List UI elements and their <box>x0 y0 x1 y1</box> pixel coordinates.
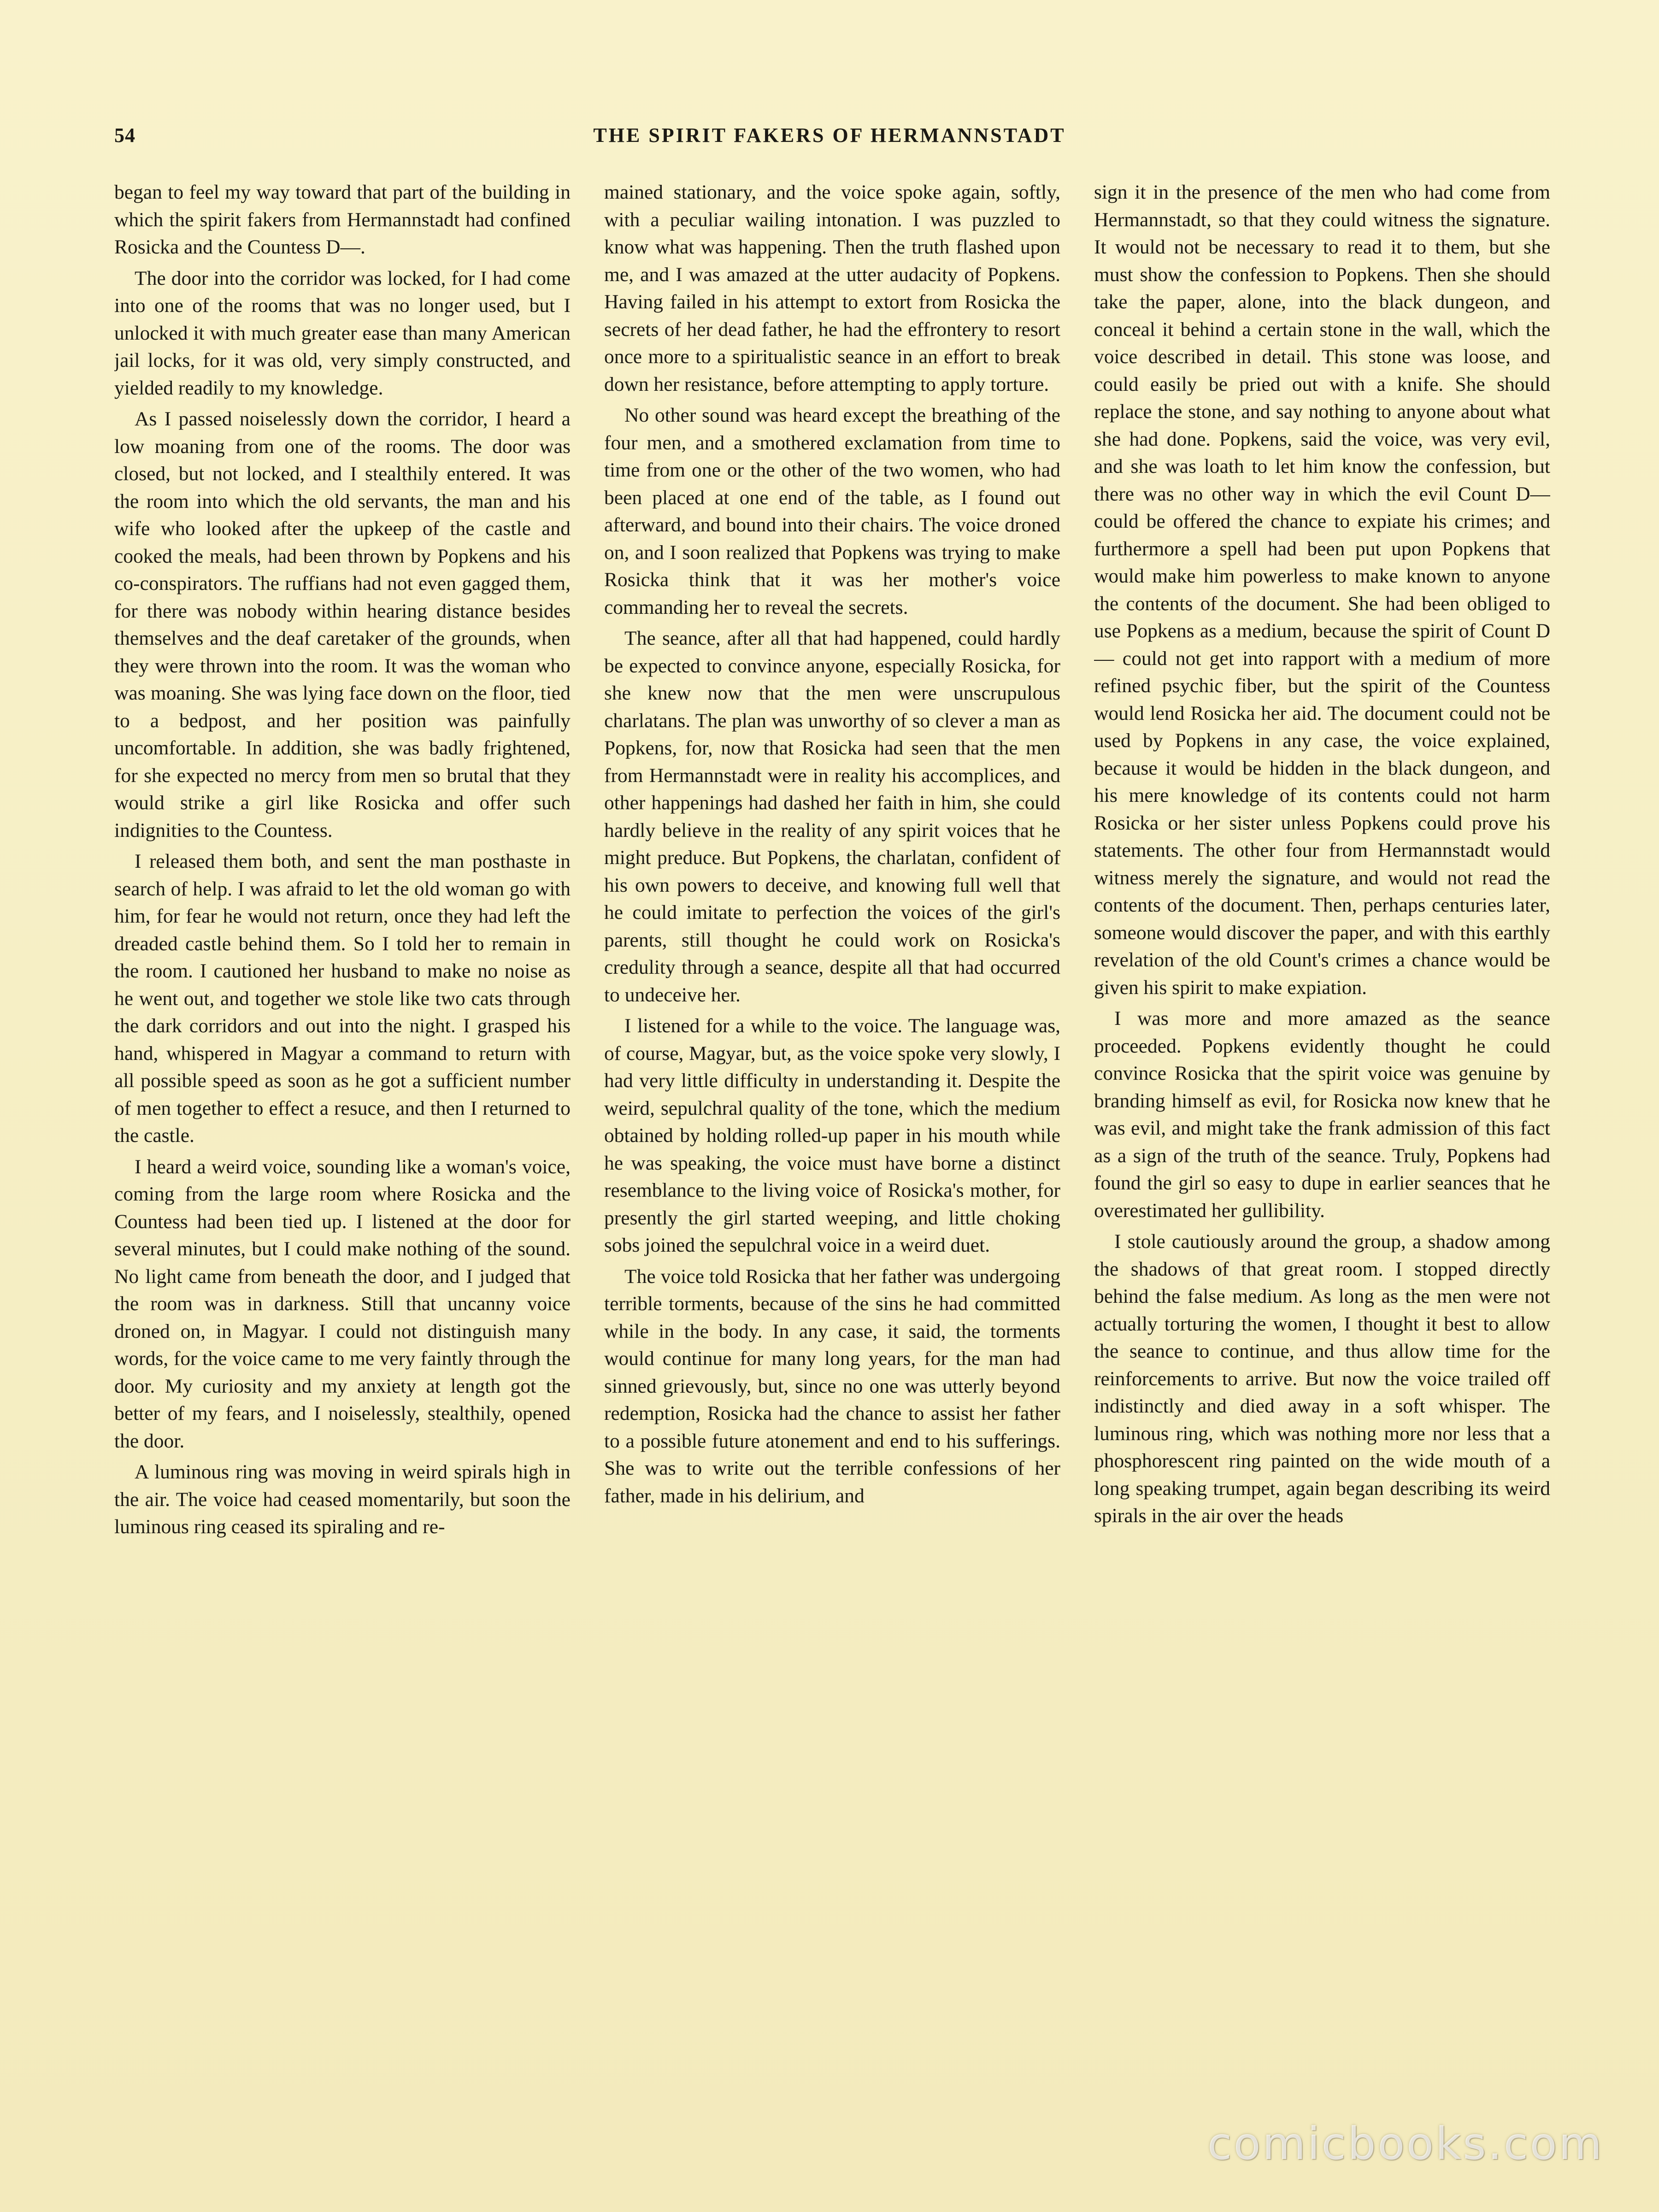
paragraph: began to feel my way toward that part of the building in which the spirit fakers from Hermannstadt had confined Rosicka and the Countess D—. <box>114 181 571 258</box>
paragraph: mained stationary, and the voice spoke again, softly, with a peculiar wailing intonation. I was puzzled to know what was happening. Then the truth flashed upon me, and I was amazed at the utter audacity of Popkens. Having failed in his attempt to extort from Rosicka the secrets of her dead father, he had the effrontery to resort once more to a spiritualistic seance in an effort to break down her resistance, before attempting to apply torture. <box>604 181 1060 395</box>
column-left <box>114 179 571 2077</box>
article-columns <box>114 179 1550 2077</box>
paragraph: No other sound was heard except the breathing of the four men, and a smothered exclamation from time to time from one or the other of the two women, who had been placed at one end of the table, as I found out afterward, and bound into their chairs. The voice droned on, and I soon realized that Popkens was trying to make Rosicka think that it was her mother's voice commanding her to reveal the secrets. <box>604 404 1060 618</box>
paragraph: I heard a weird voice, sounding like a woman's voice, coming from the large room where Rosicka and the Countess had been tied up. I listened at the door for several minutes, but I could make nothing of the sound. No light came from beneath the door, and I judged that the room was in darkness. Still that uncanny voice droned on, in Magyar. I could not distinguish many words, for the voice came to me very faintly through the door. My curiosity and my anxiety at length got the better of my fears, and I noiselessly, stealthily, opened the door. <box>114 1155 571 1452</box>
column-middle <box>604 179 1060 2077</box>
paragraph: A luminous ring was moving in weird spirals high in the air. The voice had ceased momentarily, but soon the luminous ring ceased its spiraling and re- <box>114 1461 571 1538</box>
paragraph: As I passed noiselessly down the corridor, I heard a low moaning from one of the rooms. The door was closed, but not locked, and I stealthily entered. It was the room into which the old servants, the man and his wife who looked after the upkeep of the castle and cooked the meals, had been thrown by Popkens and his co-conspirators. The ruffians had not even gagged them, for there was nobody within hearing distance besides themselves and the deaf caretaker of the grounds, when they were thrown into the room. It was the woman who was moaning. She was lying face down on the floor, tied to a bedpost, and her position was painfully uncomfortable. In addition, she was badly frightened, for she expected no mercy from men so brutal that they would strike a girl like Rosicka and offer such indignities to the Countess. <box>114 408 571 841</box>
column-right <box>1094 179 1550 2077</box>
paragraph: I listened for a while to the voice. The language was, of course, Magyar, but, as the voice spoke very slowly, I had very little difficulty in understanding it. Despite the weird, sepulchral quality of the tone, which the medium obtained by holding rolled-up paper in his mouth while he was speaking, the voice must have borne a distinct resemblance to the living voice of Rosicka's mother, for presently the girl started weeping, and little choking sobs joined the sepulchral voice in a weird duet. <box>604 1015 1060 1256</box>
running-title: THE SPIRIT FAKERS OF HERMANNSTADT <box>593 124 1066 147</box>
page-number: 54 <box>114 124 135 147</box>
site-watermark: comicbooks.com <box>1207 2118 1604 2170</box>
paragraph: sign it in the presence of the men who had come from Hermannstadt, so that they could witness the signature. It would not be necessary to read it to them, but she must show the confession to Popkens. Then she should take the paper, alone, into the black dungeon, and conceal it behind a certain stone in the wall, which the voice described in detail. This stone was loose, and could easily be pried out with a knife. She should replace the stone, and say nothing to anyone about what she had done. Popkens, said the voice, was very evil, and she was loath to let him know the confession, but there was no other way in which the evil Count D— could be offered the chance to expiate his crimes; and furthermore a spell had been put upon Popkens that would make him powerless to make known to anyone the contents of the document. She had been obliged to use Popkens as a medium, because the spirit of Count D— could not get into rapport with a medium of more refined psychic fiber, but the spirit of the Countess would lend Rosicka her aid. The document could not be used by Popkens in any case, the voice explained, because it would be hidden in the black dungeon, and his mere knowledge of its contents could not harm Rosicka or her sister unless Popkens could prove his statements. The other four from Hermannstadt would witness merely the signature, and would not read the contents of the document. Then, perhaps centuries later, someone would discover the paper, and with this earthly revelation of the old Count's crimes a chance would be given his spirit to make expiation. <box>1094 181 1550 999</box>
paragraph: The voice told Rosicka that her father was undergoing terrible torments, because of the sins he had committed while in the body. In any case, it said, the torments would continue for many long years, for the man had sinned grievously, but, since no one was utterly beyond redemption, Rosicka had the chance to assist her father to a possible future atonement and end to his sufferings. She was to write out the terrible confessions of her father, made in his delirium, and <box>604 1265 1060 1507</box>
page-header <box>114 124 1545 156</box>
paragraph: The door into the corridor was locked, for I had come into one of the rooms that was no longer used, but I unlocked it with much greater ease than many American jail locks, for it was old, very simply constructed, and yielded readily to my knowledge. <box>114 267 571 399</box>
paragraph: I released them both, and sent the man posthaste in search of help. I was afraid to let the old woman go with him, for fear he would not return, once they had left the dreaded castle behind them. So I told her to remain in the room. I cautioned her husband to make no noise as he went out, and together we stole like two cats through the dark corridors and out into the night. I grasped his hand, whispered in Magyar a command to return with all possible speed as soon as he got a sufficient number of men together to effect a resuce, and then I returned to the castle. <box>114 850 571 1147</box>
paragraph: I stole cautiously around the group, a shadow among the shadows of that great room. I stopped directly behind the false medium. As long as the men were not actually torturing the women, I thought it best to allow the seance to continue, and thus allow time for the reinforcements to arrive. But now the voice trailed off indistinctly and died away in a soft whisper. The luminous ring, which was nothing more nor less that a phosphorescent ring painted on the wide mouth of a long speaking trumpet, again began describing its weird spirals in the air over the heads <box>1094 1230 1550 1527</box>
paragraph: I was more and more amazed as the seance proceeded. Popkens evidently thought he could convince Rosicka that the spirit voice was genuine by branding himself as evil, for Rosicka now knew that he was evil, and might take the frank admission of this fact as a sign of the truth of the seance. Truly, Popkens had found the girl so easy to dupe in earlier seances that he overestimated her gullibility. <box>1094 1007 1550 1222</box>
paragraph: The seance, after all that had happened, could hardly be expected to convince anyone, especially Rosicka, for she knew now that the men were unscrupulous charlatans. The plan was unworthy of so clever a man as Popkens, for, now that Rosicka had seen that the men from Hermannstadt were in reality his accomplices, and other happenings had dashed her faith in him, she could hardly believe in the reality of any spirit voices that he might preduce. But Popkens, the charlatan, confident of his own powers to deceive, and knowing full well that he could imitate to perfection the voices of the girl's parents, still thought he could work on Rosicka's credulity through a seance, despite all that had occurred to undeceive her. <box>604 627 1060 1006</box>
